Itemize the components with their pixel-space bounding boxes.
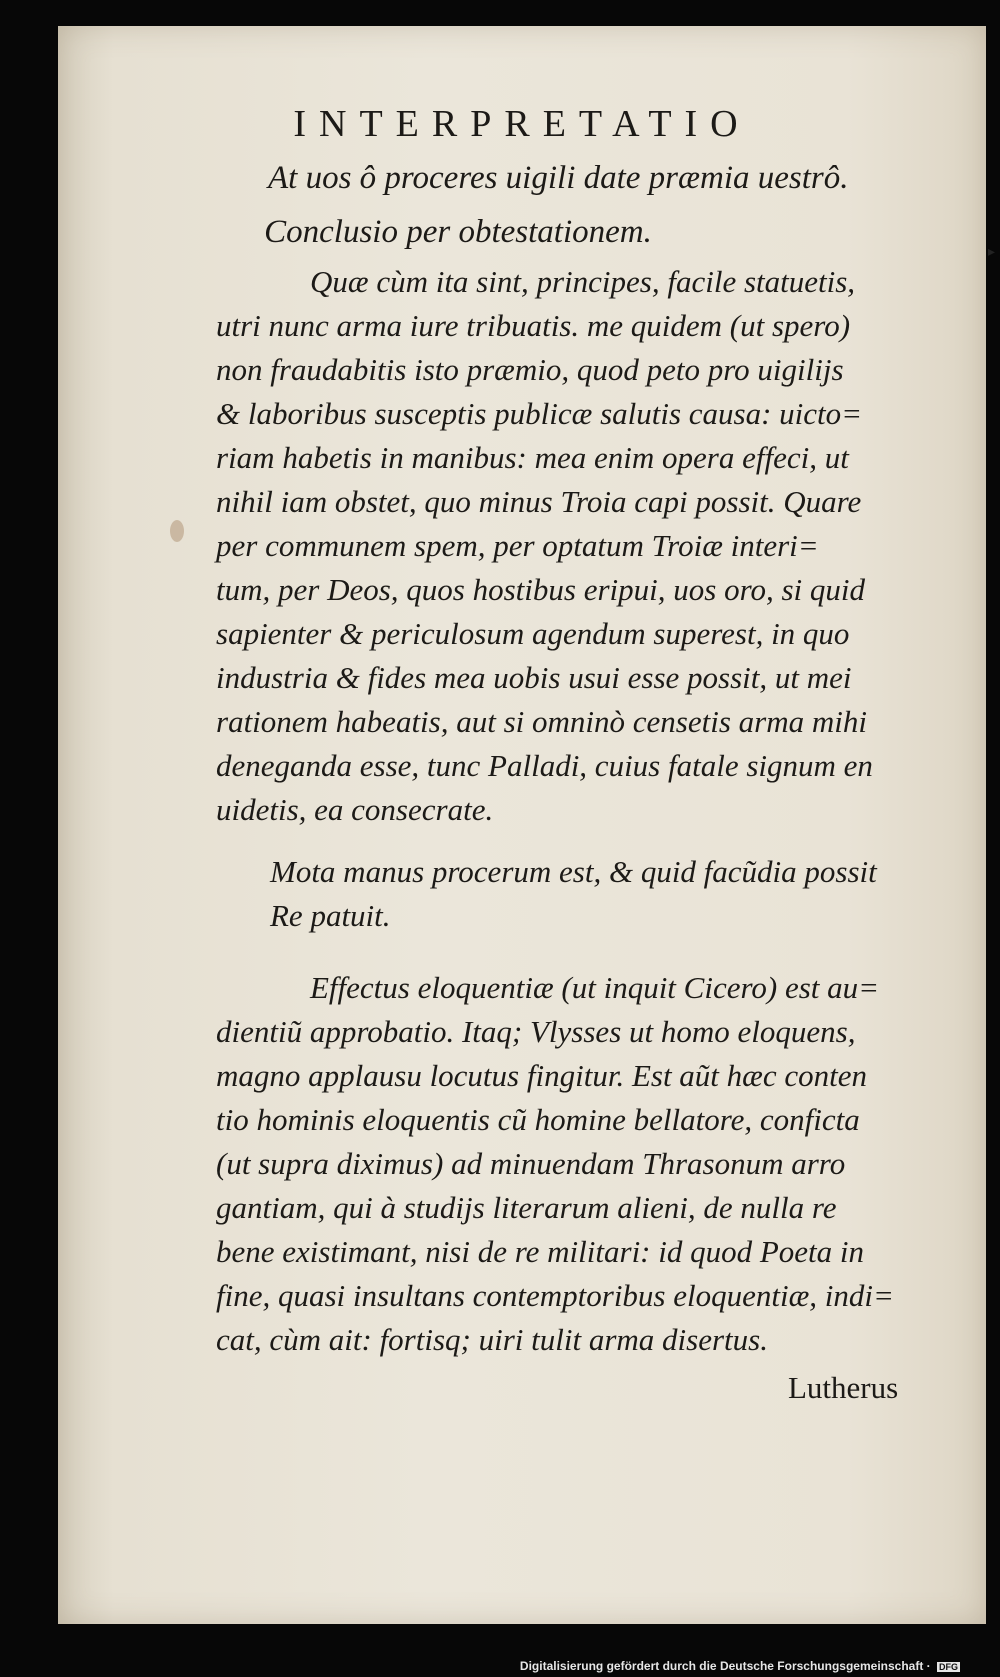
dfg-logo-icon: DFG <box>939 1661 958 1672</box>
catchword: Lutherus <box>788 1370 899 1405</box>
text-line: magno applausu locutus fingitur. Est aũt hæc conten <box>216 1058 867 1093</box>
text-line: tum, per Deos, quos hostibus eripui, uos oro, si quid <box>216 572 866 607</box>
text-line: dientiũ approbatio. Itaq; Vlysses ut homo eloquens, <box>216 1014 856 1049</box>
text-line: bene existimant, nisi de re militari: id quod Poeta in <box>216 1234 865 1269</box>
text-line: industria & fides mea uobis usui esse possit, ut mei <box>216 660 852 695</box>
text-line: tio hominis eloquentis cũ homine bellatore, conficta <box>216 1102 860 1137</box>
text-line: rationem habeatis, aut si omninò censetis arma mihi <box>216 704 867 739</box>
text-line: Effectus eloquentiæ (ut inquit Cicero) est au= <box>310 970 880 1005</box>
text-line: utri nunc arma iure tribuatis. me quidem (ut spero) <box>216 308 851 343</box>
text-line: nihil iam obstet, quo minus Troia capi possit. Quare <box>216 484 862 519</box>
text-line: per communem spem, per optatum Troiæ interi= <box>216 528 819 563</box>
text-line: Mota manus procerum est, & quid facũdia possit <box>270 854 877 889</box>
running-head: INTERPRETATIO <box>293 103 751 145</box>
text-line: gantiam, qui à studijs literarum alieni, de nulla re <box>216 1190 837 1225</box>
text-line: Re patuit. <box>270 898 391 933</box>
subheading: Conclusio per obtestationem. <box>264 214 652 250</box>
text-line: sapienter & periculosum agendum superest, in quo <box>216 616 850 651</box>
text-line: Quæ cùm ita sint, principes, facile statuetis, <box>310 264 856 299</box>
text-line: cat, cùm ait: fortisq; uiri tulit arma disertus. <box>216 1322 768 1357</box>
bracket-icon: ▸ <box>988 245 996 260</box>
book-page <box>58 26 986 1624</box>
text-line: deneganda esse, tunc Palladi, cuius fatale signum en <box>216 748 873 783</box>
text-line: uidetis, ea consecrate. <box>216 792 494 827</box>
text-line: & laboribus susceptis publicæ salutis causa: uicto= <box>216 396 863 431</box>
text-line: non fraudabitis isto præmio, quod peto pro uigilijs <box>216 352 844 387</box>
verse-line: At uos ô proceres uigili date præmia uestrô. <box>268 160 849 196</box>
text-line: riam habetis in manibus: mea enim opera effeci, ut <box>216 440 849 475</box>
text-line: fine, quasi insultans contemptoribus eloquentiæ, indi= <box>216 1278 894 1313</box>
page-stain <box>170 520 184 542</box>
text-line: (ut supra diximus) ad minuendam Thrasonum arro <box>216 1146 846 1181</box>
footer-credit <box>520 1659 960 1673</box>
footer-credit-text: Digitalisierung gefördert durch die Deutsche Forschungsgemeinschaft · <box>519 1659 931 1673</box>
